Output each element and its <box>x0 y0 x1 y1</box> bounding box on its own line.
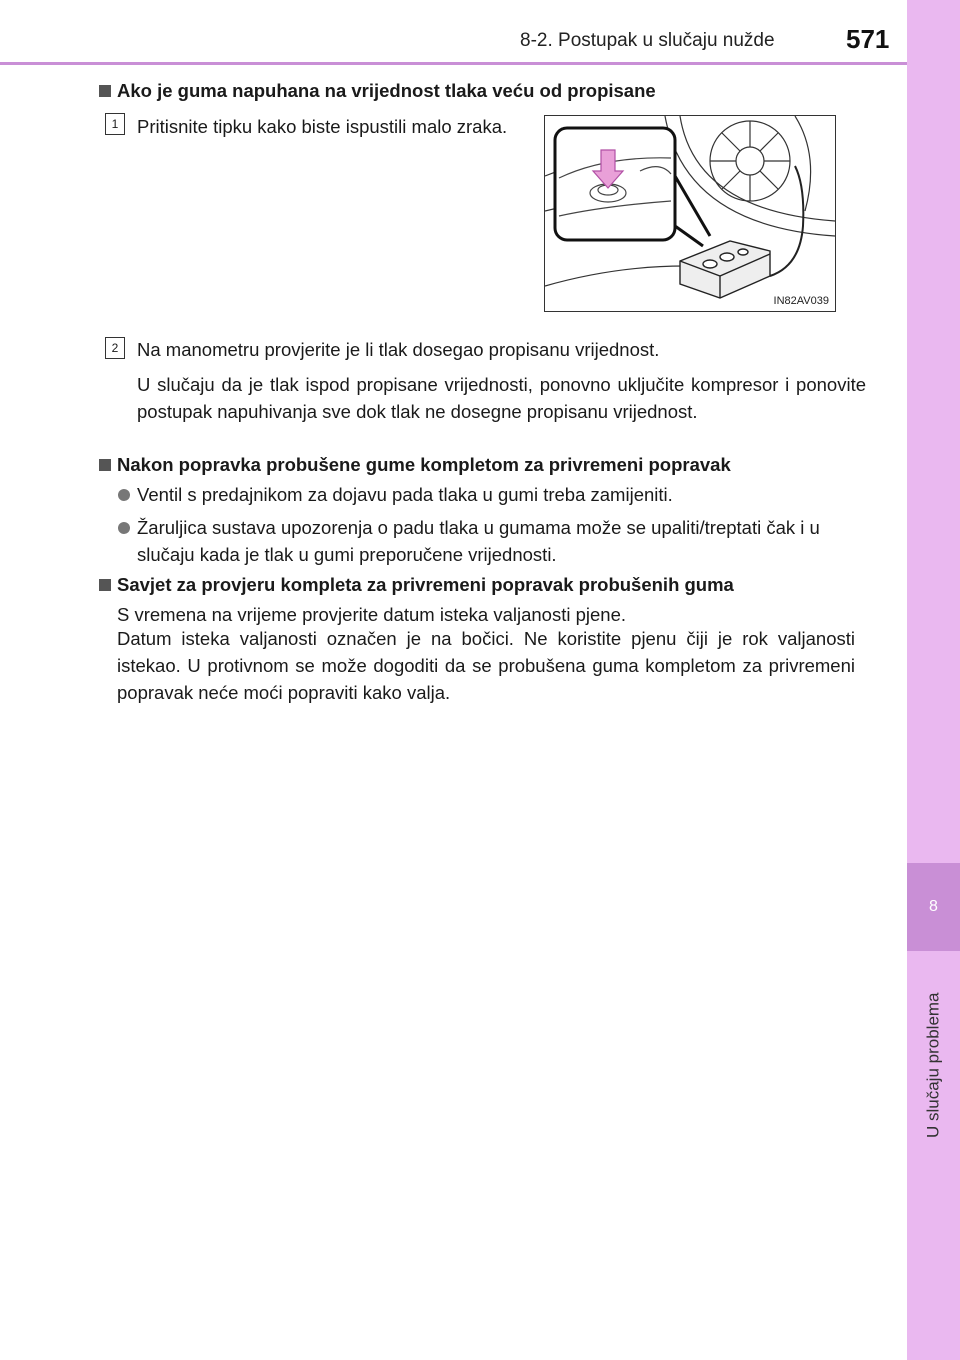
section-heading-after-repair <box>99 454 731 476</box>
chapter-side-tab <box>907 0 960 1360</box>
chapter-title: U slučaju problema <box>923 992 943 1138</box>
square-bullet-icon <box>99 459 111 471</box>
section-title: 8-2. Postupak u slučaju nužde <box>520 30 775 51</box>
round-bullet-icon <box>118 489 130 501</box>
section-heading-overpressure <box>99 80 656 102</box>
heading-text: Nakon popravka probušene gume kompletom za privremeni popravak <box>117 454 731 475</box>
step-2-text: Na manometru provjerite je li tlak dosegao propisanu vrijednost. <box>137 339 660 360</box>
kit-check-paragraph-1: S vremena na vrijeme provjerite datum isteka valjanosti pjene. <box>117 604 626 625</box>
kit-check-paragraph-2: Datum isteka valjanosti označen je na bočici. Ne koristite pjenu čiji je rok valjanosti istekao. U protivnom se može dogoditi da se probušena guma kompletom za privremeni popravak neće moći popraviti kako valja. <box>117 628 855 703</box>
list-item <box>118 481 866 508</box>
list-item-text: Ventil s predajnikom za dojavu pada tlaka u gumi treba zamijeniti. <box>137 484 673 505</box>
step-number-2: 2 <box>105 337 125 359</box>
chapter-number: 8 <box>907 863 960 951</box>
section-heading-kit-check <box>99 574 734 596</box>
square-bullet-icon <box>99 579 111 591</box>
compressor-drawing <box>545 116 835 311</box>
header-divider <box>0 62 907 65</box>
step-1-text: Pritisnite tipku kako biste ispustili malo zraka. <box>137 116 508 137</box>
figure-code: IN82AV039 <box>773 295 829 307</box>
step-2-note: U slučaju da je tlak ispod propisane vrijednosti, ponovno uključite kompresor i ponovite postupak napuhivanja sve dok tlak ne dosegne propisanu vrijednost. <box>137 374 866 422</box>
square-bullet-icon <box>99 85 111 97</box>
page-number: 571 <box>846 24 890 54</box>
list-item <box>118 514 866 568</box>
compressor-illustration <box>544 115 836 312</box>
round-bullet-icon <box>118 522 130 534</box>
heading-text: Savjet za provjeru kompleta za privremeni popravak probušenih guma <box>117 574 734 595</box>
list-item-text: Žaruljica sustava upozorenja o padu tlaka u gumama može se upaliti/treptati čak i u slučaju kada je tlak u gumi preporučene vrijednosti. <box>137 517 820 565</box>
step-number-1: 1 <box>105 113 125 135</box>
heading-text: Ako je guma napuhana na vrijednost tlaka veću od propisane <box>117 80 656 101</box>
